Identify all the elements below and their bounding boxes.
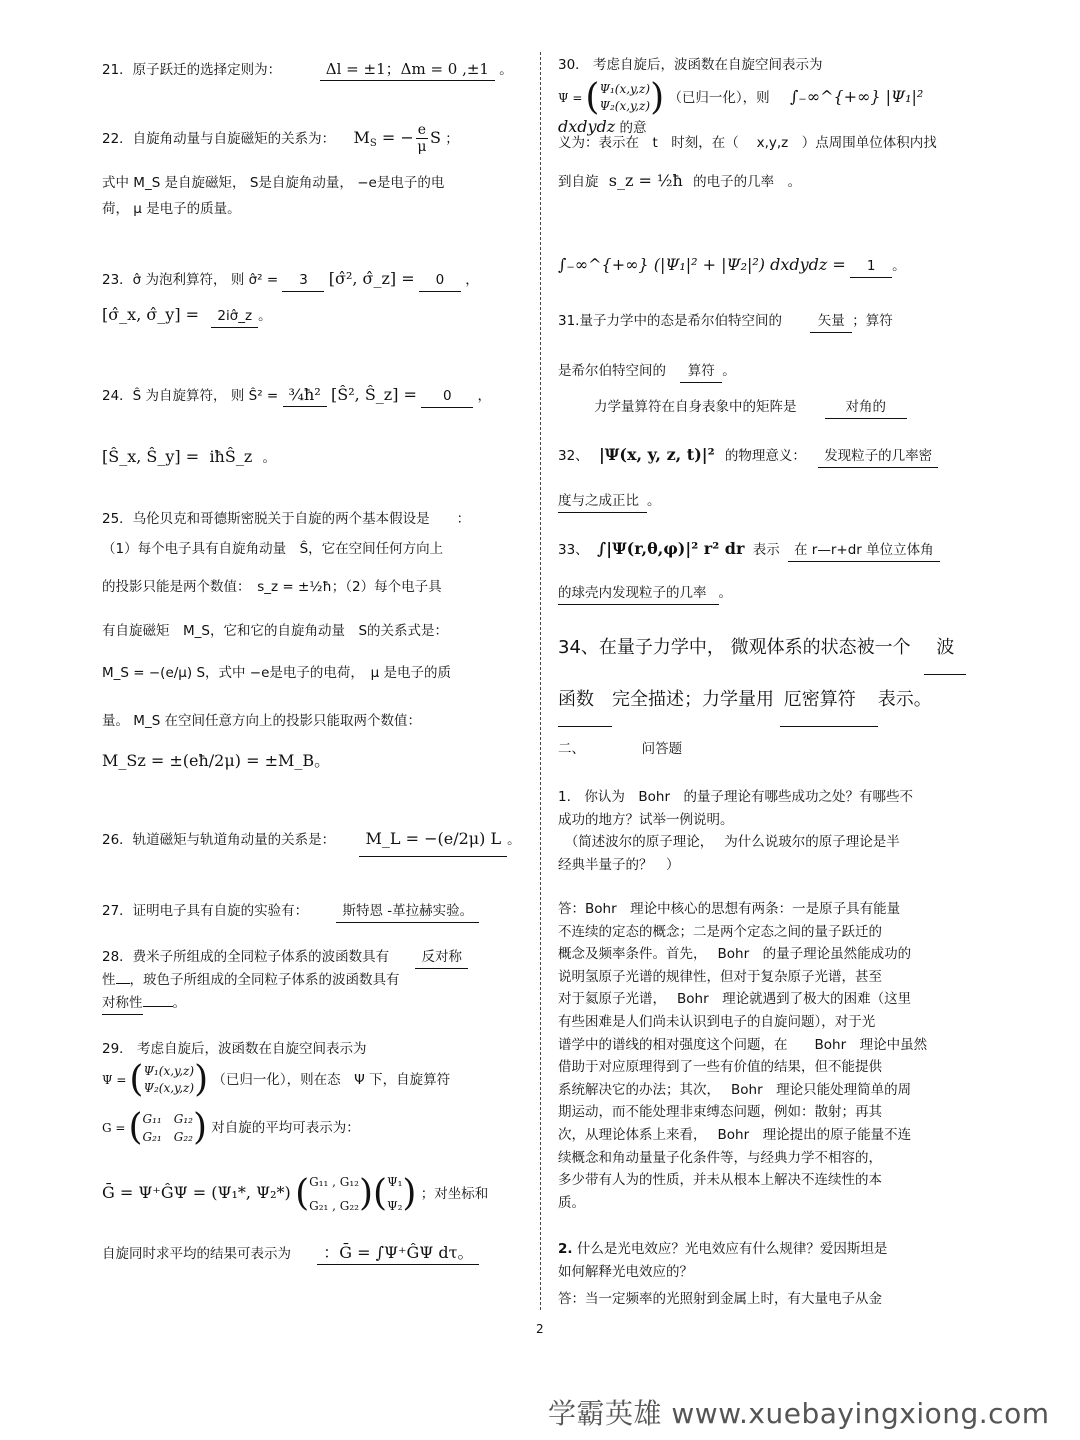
answer-24c: iħŜ_z xyxy=(209,447,253,466)
question-25-line4: 有自旋磁矩 M_S，它和它的自旋角动量 S的关系式是： xyxy=(102,623,449,639)
answer-21: Δl = ±1；Δm = 0 ,±1 xyxy=(320,58,495,81)
answer-34b: 函数 xyxy=(558,674,612,727)
question-23: 23．σ̂ 为泡利算符， 则 σ̂² = 3 [σ̂², σ̂_z] = 0 ， xyxy=(102,268,522,292)
answer-31a: 矢量 xyxy=(810,310,852,333)
qa-answer-1-line: 概念及频率条件。首先， Bohr 的量子理论虽然能成功的 xyxy=(558,946,912,963)
qa-answer-1-lines xyxy=(558,898,978,1214)
qa-answer-1 xyxy=(558,898,978,1214)
question-22-line3: 荷， μ 是电子的质量。 xyxy=(102,201,241,217)
answer-23c: 2iσ̂_z xyxy=(211,305,258,328)
question-30-psi: Ψ = ( Ψ₁(x,y,z) Ψ₂(x,y,z) ) （已归一化），则 ∫₋∞^{+∞} |Ψ₁|² dxdydz 的意 xyxy=(558,77,924,136)
qa-question-1-line: 经典半量子的？ ） xyxy=(558,856,680,873)
question-29-line5: 自旋同时求平均的结果可表示为 ：Ḡ = ∫Ψ⁺ĜΨ dτ。 xyxy=(102,1242,522,1265)
page-number: 2 xyxy=(536,1322,544,1336)
qa-question-1-line: 1. 你认为 Bohr 的量子理论有哪些成功之处？有哪些不 xyxy=(558,789,914,805)
question-30-normalization: ∫₋∞^{+∞} (|Ψ₁|² + |Ψ₂|²) dxdydz = 1 。 xyxy=(558,254,978,278)
answer-34c: 厄密算符 xyxy=(780,674,878,727)
answer-32b: 度与之成正比 xyxy=(558,490,647,513)
question-23-line2: [σ̂_x, σ̂_y] = 2iσ̂_z 。 xyxy=(102,304,522,328)
question-32: 32、 |Ψ(x, y, z, t)|² 的物理意义： 发现粒子的几率密 xyxy=(558,444,978,468)
question-34: 34、在量子力学中， 微观体系的状态被一个 波 xyxy=(558,622,978,675)
answer-31b: 算符 xyxy=(680,360,722,383)
question-29-average: Ḡ = Ψ⁺ĜΨ = (Ψ₁*, Ψ₂*) ( G₁₁ , G₁₂ G₂₁ , G₂₂ ) ( Ψ₁ Ψ₂ ) ；对坐标和 xyxy=(102,1173,489,1214)
qa-answer-1-line: 质。 xyxy=(558,1194,585,1211)
qa-question-2-line: 如何解释光电效应的？ xyxy=(558,1263,693,1280)
question-30-line4: 到自旋 s_z = ½ħ 的电子的几率 。 xyxy=(558,171,802,190)
qa-answer-1-line: 谱学中的谱线的相对强度这个问题，在 Bohr 理论中虽然 xyxy=(558,1036,928,1053)
question-28-line3: 对称性 。 xyxy=(102,992,522,1015)
qa-answer-1-line: 期运动，而不能处理非束缚态问题，例如：散射；再其 xyxy=(558,1104,882,1121)
answer-27: 斯特恩 -革拉赫实验。 xyxy=(336,900,479,923)
qa-answer-1-line: 不连续的定态的概念；二是两个定态之间的量子跃迁的 xyxy=(558,923,882,940)
answer-23b: 0 xyxy=(419,269,461,292)
qa-answer-1-line: 多少带有人为的性质，并未从根本上解决不连续性的本 xyxy=(558,1172,882,1189)
qa-question-2-line: 什么是光电效应？光电效应有什么规律？爱因斯坦是 xyxy=(576,1241,888,1257)
answer-33b: 的球壳内发现粒子的几率 xyxy=(558,582,719,605)
question-26: 26．轨道磁矩与轨道角动量的关系是： M_L = −(e/2μ) L 。 xyxy=(102,828,522,857)
question-29-psi: Ψ = ( Ψ₁(x,y,z) Ψ₂(x,y,z) ) （已归一化），则在态 Ψ 下，自旋算符 xyxy=(102,1059,451,1100)
question-27: 27．证明电子具有自旋的实验有： 斯特恩 -革拉赫实验。 xyxy=(102,900,522,923)
question-33: 33、 ∫|Ψ(r,θ,φ)|² r² dr 表示 在 r—r+dr 单位立体角 xyxy=(558,538,978,562)
qa-question-1 xyxy=(558,786,978,876)
answer-24b: 0 xyxy=(421,385,473,408)
watermark: 学霸英雄 www.xuebayingxiong.com xyxy=(548,1397,1050,1430)
question-28-line2: 性 ，玻色子所组成的全同粒子体系的波函数具有 xyxy=(102,972,400,988)
question-33-line2: 的球壳内发现粒子的几率 。 xyxy=(558,582,978,605)
answer-24a: ¾ħ² xyxy=(283,384,327,407)
qa-answer-1-line: 次，从理论体系上来看， Bohr 理论提出的原子能量不连 xyxy=(558,1126,912,1143)
question-30-line3: 义为：表示在 t 时刻，在（ x,y,z ）点周围单位体积内找 xyxy=(558,135,937,151)
question-31-line2: 是希尔伯特空间的 算符 。 xyxy=(558,360,978,383)
question-29-line1: 29． 考虑自旋后，波函数在自旋空间表示为 xyxy=(102,1041,367,1057)
qa-answer-1-line: 说明氢原子光谱的规律性，但对于复杂原子光谱，甚至 xyxy=(558,968,882,985)
question-25-line5: M_S = −(e/μ) S，式中 −e是电子的电荷， μ 是电子的质 xyxy=(102,665,452,681)
section-title: 问答题 xyxy=(641,741,683,757)
question-29-g: G = ( G₁₁ G₁₂ G₂₁ G₂₂ ) 对自旋的平均可表示为： xyxy=(102,1107,360,1148)
question-25-line1: 25．乌伦贝克和哥德斯密脱关于自旋的两个基本假设是 ： xyxy=(102,511,471,527)
question-22-line2: 式中 M_S 是自旋磁矩， S是自旋角动量， −e是电子的电 xyxy=(102,175,445,191)
answer-26: M_L = −(e/2μ) L xyxy=(359,828,507,857)
question-32-line2: 度与之成正比 。 xyxy=(558,490,978,513)
answer-29: ：Ḡ = ∫Ψ⁺ĜΨ dτ。 xyxy=(317,1242,479,1265)
answer-34a: 波 xyxy=(924,622,966,675)
qa-question-1-line: 成功的地方？试举一例说明。 xyxy=(558,811,734,828)
question-24-line2: [Ŝ_x, Ŝ_y] = iħŜ_z 。 xyxy=(102,447,277,466)
question-34-line2: 函数 完全描述；力学量用 厄密算符 表示。 xyxy=(558,674,978,727)
answer-23a: 3 xyxy=(282,269,324,292)
column-divider xyxy=(540,52,541,1310)
qa-answer-1-line: 答：Bohr 理论中核心的思想有两条：一是原子具有能量 xyxy=(558,901,901,917)
answer-31c: 对角的 xyxy=(825,396,907,419)
question-30-line1: 30． 考虑自旋后，波函数在自旋空间表示为 xyxy=(558,57,823,73)
question-25-line2: （1）每个电子具有自旋角动量 Ŝ，它在空间任何方向上 xyxy=(102,541,444,557)
qa-answer-1-line: 系统解决它的办法；其次， Bohr 理论只能处理简单的周 xyxy=(558,1081,912,1098)
question-28: 28．费米子所组成的全同粒子体系的波函数具有 反对称 xyxy=(102,946,522,969)
qa-answer-1-line: 对于氦原子光谱， Bohr 理论就遇到了极大的困难（这里 xyxy=(558,991,912,1008)
question-31: 31.量子力学中的态是希尔伯特空间的 矢量 ；算符 xyxy=(558,310,978,333)
qa-question-1-lines xyxy=(558,786,978,876)
answer-32a: 发现粒子的几率密 xyxy=(818,445,938,468)
question-31-line3: 力学量算符在自身表象中的矩阵是 对角的 xyxy=(594,396,1014,419)
answer-28b: 对称性 xyxy=(102,992,143,1015)
question-21: 21．原子跃迁的选择定则为： Δl = ±1；Δm = 0 ,±1 。 xyxy=(102,58,522,81)
qa-answer-2: 答：当一定频率的光照射到金属上时，有大量电子从金 xyxy=(558,1291,882,1307)
question-22: 22．自旋角动量与自旋磁矩的关系为： $M_S$ = − $\frac{e}{\mu}$ S ； xyxy=(102,122,459,155)
question-25-line7: M_Sz = ±(eħ/2μ) = ±M_B。 xyxy=(102,751,331,770)
qa-answer-1-line: 有些困难是人们尚未认识到电子的自旋问题），对于光 xyxy=(558,1013,876,1030)
qa-question-2: 2. 什么是光电效应？光电效应有什么规律？爱因斯坦是 如何解释光电效应的？ xyxy=(558,1238,978,1283)
question-24: 24．Ŝ 为自旋算符， 则 Ŝ² = ¾ħ² [Ŝ², Ŝ_z] = 0 ， xyxy=(102,384,522,408)
qa-answer-1-line: 续概念和角动量量子化条件等，与经典力学不相容的， xyxy=(558,1149,882,1166)
qa-answer-1-line: 借助于对应原理得到了一些有价值的结果，但不能提供 xyxy=(558,1059,882,1076)
answer-28a: 反对称 xyxy=(415,946,468,969)
answer-33a: 在 r—r+dr 单位立体角 xyxy=(788,539,940,562)
section-heading: 二、 问答题 xyxy=(558,741,683,757)
answer-30: 1 xyxy=(850,255,892,278)
qa-question-1-line: （简述波尔的原子理论， 为什么说玻尔的原子理论是半 xyxy=(558,834,900,851)
question-25-line6: 量。 M_S 在空间任意方向上的投影只能取两个数值： xyxy=(102,713,422,729)
question-25-line3: 的投影只能是两个数值： s_z = ±½ħ；（2）每个电子具 xyxy=(102,579,442,595)
